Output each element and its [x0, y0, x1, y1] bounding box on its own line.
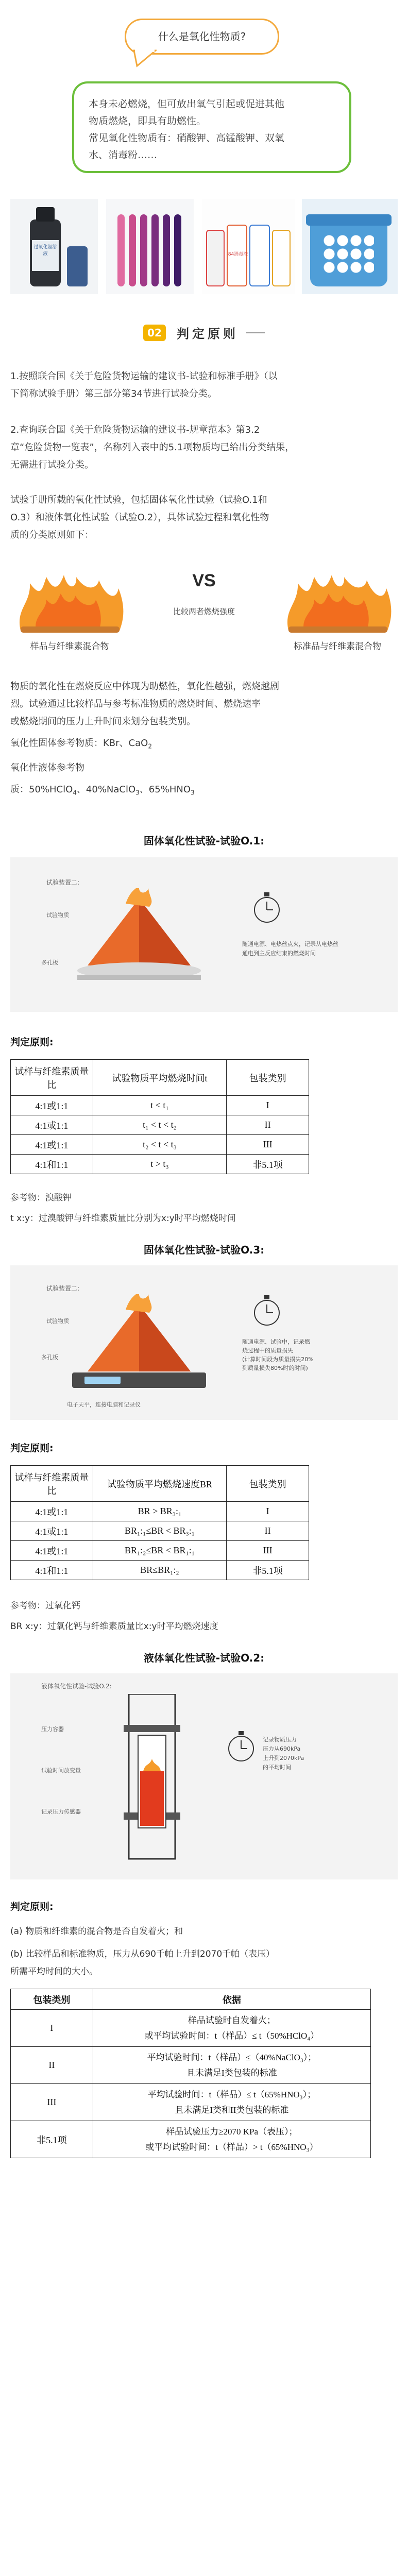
intro-line-4: 水、消毒粉…… — [89, 149, 158, 161]
test-o1-note-a: 参考物：溴酸钾 — [10, 1193, 72, 1203]
o2-basis-line: 或平均试验时间：t（样品）≤ t（50%HClO₄） — [144, 2030, 319, 2041]
o2-cell-basis — [93, 2084, 370, 2121]
o2-label-3: 记录压力传感器 — [41, 1808, 81, 1815]
o2-basis-line: 或平均试验时间：t（样品）> t（65%HNO₃） — [145, 2142, 318, 2152]
table-row — [11, 1155, 309, 1174]
right-mixture-label: 标准品与纤维素混合物 — [294, 641, 381, 652]
intro-line-1: 本身未必燃烧，但可放出氧气引起或促进其他 — [89, 98, 285, 110]
o1-cell-class: 非5.1项 — [227, 1155, 309, 1174]
rule-paragraph-3 — [10, 492, 398, 544]
ref-naclo3-sub: 3 — [135, 789, 140, 796]
table-row — [11, 1096, 309, 1115]
table-row — [11, 1561, 309, 1580]
o2-label-2: 试验时间放变量 — [41, 1767, 81, 1774]
o2-basis-line: 样品试验时自发着火； — [188, 2015, 276, 2025]
question-text: 什么是氧化性物质? — [158, 30, 246, 43]
o1-plate-label: 多孔板 — [41, 959, 58, 966]
table-row — [11, 2084, 371, 2121]
o2-col-basis: 依据 — [93, 1989, 370, 2010]
photo-disinfectant — [202, 199, 295, 294]
o2-cell-basis — [93, 2121, 370, 2158]
o2-label-4: 记录物质压力 — [263, 1736, 297, 1743]
o3-note-4: 到质量损失80%时的时间) — [242, 1365, 308, 1371]
test-o3-note-b: BR x:y：过氧化钙与纤维素质量比x:y时平均燃烧速度 — [10, 1621, 218, 1632]
left-mixture-label: 样品与纤维素混合物 — [30, 641, 109, 652]
stopwatch-icon — [252, 891, 281, 924]
o1-col-ratio: 试样与纤维素质量比 — [11, 1060, 93, 1096]
o3-cell-rate: BR₁:₁≤BR < BR₃:₁ — [93, 1521, 227, 1541]
test-o3-note-a: 参考物：过氧化钙 — [10, 1601, 80, 1611]
table-header-row — [11, 1989, 371, 2010]
intro-line-2: 物质燃烧，即具有助燃性。 — [89, 115, 207, 127]
o1-cell-time: t > t₃ — [93, 1155, 227, 1174]
table-header-row — [11, 1060, 309, 1096]
rule-paragraph-1 — [10, 368, 398, 403]
o2-label-1: 压力容器 — [41, 1726, 64, 1733]
rule-1-line-2: 下简称试验手册）第三部分第34节进行试验分类。 — [10, 388, 217, 399]
o2-basis-line: 平均试验时间：t（样品）≤ t（65%HNO₃）； — [147, 2089, 316, 2099]
o3-cell-rate: BR > BR₃:₁ — [93, 1502, 227, 1521]
test-o3-title: 固体氧化性试验-试验O.3: — [143, 1244, 265, 1256]
o3-dish-label: 试验装置二: — [46, 1285, 80, 1292]
solid-reference-label: 氧化性固体参考物质：KBr、CaO — [10, 738, 148, 749]
disinfectant-bottle-1 — [206, 230, 225, 286]
heading-dash — [246, 332, 265, 333]
o2-cell-class: III — [11, 2084, 93, 2121]
o1-cell-ratio: 4:1或1:1 — [11, 1096, 93, 1115]
o2-basis-line: 且未满足I类包装的标准 — [186, 2067, 277, 2078]
intro-line-3: 常见氧化性物质有：硝酸钾、高锰酸钾、双氧 — [89, 132, 285, 144]
pressure-vessel-illustration — [103, 1694, 206, 1864]
test-o1-note-b: t x:y：过溴酸钾与纤维素质量比分别为x:y时平均燃烧时间 — [10, 1213, 236, 1224]
table-row — [11, 1541, 309, 1561]
ref-hno3: 、65%HNO — [139, 784, 191, 795]
ref-hclo4-sub: 4 — [73, 789, 77, 796]
table-row — [11, 1135, 309, 1155]
method-paragraph — [10, 678, 398, 731]
o3-col-class: 包装类别 — [227, 1466, 309, 1502]
o3-cell-ratio: 4:1或1:1 — [11, 1541, 93, 1561]
o3-cell-class: I — [227, 1502, 309, 1521]
o2-label-5: 压力从690kPa — [263, 1745, 301, 1752]
o2-basis-line: 平均试验时间：t（样品）≤（40%NaClO₃）； — [147, 2052, 317, 2062]
o3-note-1: 随通电源、试验中，记录燃 — [242, 1338, 310, 1345]
o3-cone-illustration — [72, 1294, 206, 1397]
photo-test-tubes — [106, 199, 194, 294]
small-bottle — [67, 246, 88, 286]
section-02-heading — [0, 324, 408, 342]
test-o1-judge-label: 判定原则: — [10, 1037, 54, 1048]
bubble-tail — [133, 49, 157, 68]
stopwatch-icon — [227, 1730, 256, 1763]
ref-hclo4: 质：50%HClO — [10, 784, 73, 795]
liquid-reference-label: 氧化性液体参考物 — [10, 762, 84, 773]
o1-cell-class: I — [227, 1096, 309, 1115]
o2-cell-class: I — [11, 2010, 93, 2047]
o2-cell-class: 非5.1项 — [11, 2121, 93, 2158]
fire-icon-right — [278, 573, 397, 635]
o3-cell-ratio: 4:1或1:1 — [11, 1521, 93, 1541]
photo-bleach-powder — [302, 199, 398, 294]
o1-cell-time: t₂ < t < t₃ — [93, 1135, 227, 1155]
o3-cell-ratio: 4:1或1:1 — [11, 1502, 93, 1521]
test-o2-judge-a: (a) 物质和纤维素的混合物是否自发着火；和 — [10, 1926, 183, 1937]
rule-2-line-1: 2.查询联合国《关于危险货物运输的建议书-规章范本》第3.2 — [10, 425, 260, 435]
solid-reference — [10, 735, 398, 755]
table-row — [11, 1521, 309, 1541]
o1-cell-ratio: 4:1或1:1 — [11, 1115, 93, 1135]
o3-plate-label: 多孔板 — [41, 1354, 58, 1361]
o1-cone-label: 试验物质 — [46, 912, 69, 919]
o3-cone-label: 试验物质 — [46, 1318, 69, 1325]
o3-cell-class: II — [227, 1521, 309, 1541]
liquid-reference-values — [10, 781, 398, 802]
rule-3-line-3: 质的分类原则如下： — [10, 530, 94, 540]
rule-3-line-1: 试验手册所载的氧化性试验，包括固体氧化性试验（试验O.1和 — [10, 495, 267, 505]
rule-3-line-2: O.3）和液体氧化性试验（试验O.2），具体试验过程和氧化性物 — [10, 512, 269, 523]
rule-2-line-2: 章“危险货物一览表”，名称列入表中的5.1项物质均已给出分类结果， — [10, 442, 295, 453]
disinfectant-label: 84消毒液 — [228, 252, 248, 257]
photo-hydrogen-peroxide — [10, 199, 98, 294]
o1-cell-time: t < t₁ — [93, 1096, 227, 1115]
table-row — [11, 1502, 309, 1521]
disinfectant-bottle-4 — [272, 230, 291, 286]
test-o2-table — [10, 1989, 371, 2158]
o1-cell-class: II — [227, 1115, 309, 1135]
tablets-icon — [322, 234, 374, 275]
test-o2-diagram — [10, 1673, 398, 1879]
tube-2 — [129, 214, 136, 286]
vs-text: VS — [192, 571, 216, 590]
tube-3 — [140, 214, 147, 286]
test-o3-judge-label: 判定原则: — [10, 1443, 54, 1454]
solid-reference-line — [10, 735, 398, 755]
o3-cell-class: 非5.1项 — [227, 1561, 309, 1580]
o1-dish-label: 试验装置二: — [46, 879, 80, 886]
liquid-reference — [10, 759, 398, 802]
test-o2-title: 液体氧化性试验-试验O.2: — [143, 1652, 265, 1664]
table-row — [11, 2121, 371, 2158]
method-line-2: 烈。试验通过比较样品与参考标准物质的燃烧时间、燃烧速率 — [10, 699, 261, 709]
method-line-3: 或燃烧期间的压力上升时间来划分包装类别。 — [10, 716, 196, 727]
o1-note-1: 随通电源、电热丝点火，记录从电热丝 — [242, 941, 338, 947]
o3-cell-ratio: 4:1和1:1 — [11, 1561, 93, 1580]
bottle-label-text: 过氧化氢溶液 — [33, 245, 57, 257]
o1-note-2: 通电到主反应结束的燃烧时间 — [242, 950, 316, 957]
o3-cell-class: III — [227, 1541, 309, 1561]
o3-note-3: (计算时间段为质量损失20% — [242, 1356, 314, 1363]
o1-col-class: 包装类别 — [227, 1060, 309, 1096]
rule-1-line-1: 1.按照联合国《关于危险货物运输的建议书-试验和标准手册》（以 — [10, 371, 278, 382]
test-o2-judge-b2: 所需平均时间的大小。 — [10, 1967, 98, 1977]
o3-balance-label: 电子天平，连接电脑和记录仪 — [67, 1401, 141, 1408]
o1-cell-class: III — [227, 1135, 309, 1155]
test-o1-title: 固体氧化性试验-试验O.1: — [143, 835, 265, 847]
test-o2-judge-label: 判定原则: — [10, 1901, 54, 1912]
rule-2-line-3: 无需进行试验分类。 — [10, 460, 94, 470]
solid-reference-sub: 2 — [148, 742, 152, 750]
section-02-number: 02 — [143, 325, 166, 341]
o1-cell-time: t₁ < t < t₂ — [93, 1115, 227, 1135]
ref-hno3-sub: 3 — [191, 789, 195, 796]
o3-col-rate: 试验物质平均燃烧速度BR — [93, 1466, 227, 1502]
rule-paragraph-2 — [10, 421, 398, 474]
disinfectant-bottle-3 — [249, 225, 270, 286]
vs-block — [0, 562, 408, 665]
tube-5 — [163, 214, 170, 286]
ref-naclo3: 、40%NaClO — [76, 784, 136, 795]
table-header-row — [11, 1466, 309, 1502]
stopwatch-icon — [252, 1294, 281, 1327]
o1-cell-ratio: 4:1或1:1 — [11, 1135, 93, 1155]
compare-label: 比较两者燃烧强度 — [173, 607, 235, 616]
o1-col-time: 试验物质平均燃烧时间t — [93, 1060, 227, 1096]
o2-basis-line: 样品试验压力≥2070 KPa（表压）； — [166, 2126, 298, 2137]
o2-cell-basis — [93, 2047, 370, 2084]
o3-note-2: 烧过程中的质量损失 — [242, 1347, 293, 1354]
intro-card — [72, 81, 351, 173]
fire-icon-left — [10, 573, 129, 635]
o3-cell-rate: BR₁:₂≤BR < BR₁:₁ — [93, 1541, 227, 1561]
method-line-1: 物质的氧化性在燃烧反应中体现为助燃性，氧化性越强，燃烧越剧 — [10, 681, 279, 692]
o1-cone-illustration — [72, 888, 206, 991]
section-02-title: 判定原则 — [177, 327, 239, 341]
o2-basis-line: 且未满足I类和II类包装的标准 — [175, 2105, 289, 2115]
o2-cell-basis — [93, 2010, 370, 2047]
tube-6 — [174, 214, 181, 286]
tube-1 — [117, 214, 125, 286]
table-row — [11, 2047, 371, 2084]
test-o1-diagram — [10, 857, 398, 1012]
o2-col-class: 包装类别 — [11, 1989, 93, 2010]
tube-4 — [151, 214, 159, 286]
test-o3-diagram — [10, 1265, 398, 1420]
table-row — [11, 2010, 371, 2047]
o3-cell-rate: BR≤BR₁:₂ — [93, 1561, 227, 1580]
test-o1-table — [10, 1059, 309, 1174]
bottle-cap — [36, 207, 55, 222]
o1-cell-ratio: 4:1和1:1 — [11, 1155, 93, 1174]
bottle-label — [32, 240, 59, 271]
table-row — [11, 1115, 309, 1135]
test-o3-table — [10, 1465, 309, 1580]
o2-label-6: 上升到2070kPa — [263, 1755, 304, 1761]
bucket-rim — [306, 214, 392, 226]
test-o2-judge-b1: (b) 比较样品和标准物质，压力从690千帕上升到2070千帕（表压） — [10, 1949, 275, 1959]
o3-col-ratio: 试样与纤维素质量比 — [11, 1466, 93, 1502]
o2-header-label: 液体氧化性试验-试验O.2: — [41, 1683, 112, 1690]
o2-cell-class: II — [11, 2047, 93, 2084]
o2-label-7: 的平均时间 — [263, 1764, 291, 1771]
